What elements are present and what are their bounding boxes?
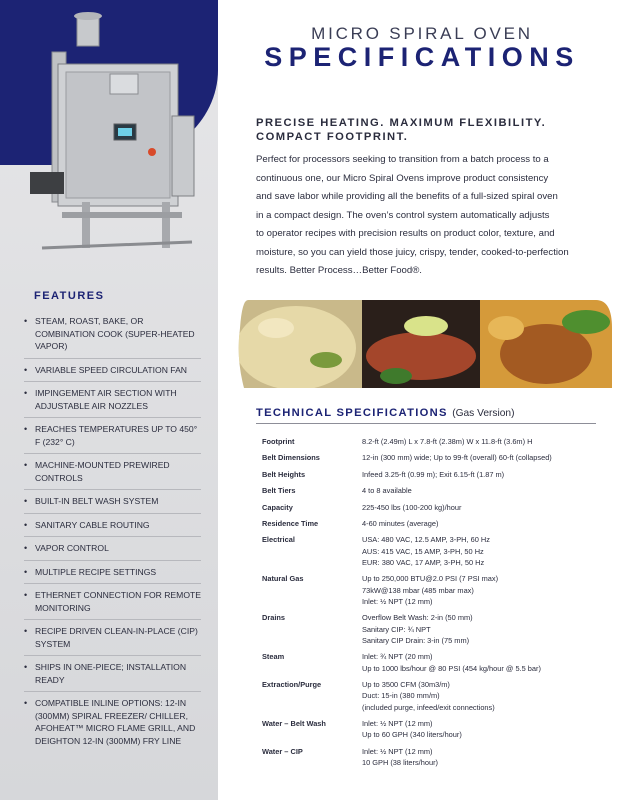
spec-value [362, 651, 598, 674]
spec-value-line: AUS: 415 VAC, 15 AMP, 3-PH, 50 Hz [362, 546, 484, 556]
feature-item: • BUILT-IN BELT WASH SYSTEM [24, 490, 201, 514]
intro-line: to operator recipes with precision results on product color, texture, and [256, 228, 555, 239]
feature-item: • SANITARY CABLE ROUTING [24, 514, 201, 538]
spec-value-line: 225-450 lbs (100-200 kg)/hour [362, 502, 462, 512]
spec-label: Footprint [262, 437, 295, 446]
spec-value-line: 10 GPH (38 liters/hour) [362, 757, 438, 767]
tech-specs-heading [256, 407, 514, 419]
spec-value-line: Inlet: ½ NPT (12 mm) [362, 718, 433, 728]
spec-value [362, 436, 598, 447]
headline-line: COMPACT FOOTPRINT. [256, 131, 409, 143]
spec-value-line: EUR: 380 VAC, 17 AMP, 3-PH, 50 Hz [362, 557, 485, 567]
feature-item: • VAPOR CONTROL [24, 537, 201, 561]
spec-value-line: USA: 480 VAC, 12.5 AMP, 3-PH, 60 Hz [362, 535, 490, 545]
spec-row [262, 573, 598, 607]
spec-label: Water – CIP [262, 746, 303, 756]
feature-item: • IMPINGEMENT AIR SECTION WITH ADJUSTABLE AIR NOZZLES [24, 382, 201, 418]
food-photo-strip [236, 298, 614, 390]
headline-line: PRECISE HEATING. MAXIMUM FLEXIBILITY. [256, 117, 547, 129]
spec-value-line: Inlet: ½ NPT (12 mm) [362, 596, 433, 606]
feature-item: • RECIPE DRIVEN CLEAN-IN-PLACE (CIP) SYSTEM [24, 620, 201, 656]
spec-value [362, 452, 598, 463]
intro-line: in a compact design. The oven’s control system automatically adjusts [256, 209, 550, 221]
feature-item: • MACHINE-MOUNTED PREWIRED CONTROLS [24, 454, 201, 490]
spec-row [262, 452, 598, 463]
spec-value-line: Up to 3500 CFM (30m3/m) [362, 679, 450, 689]
feature-item: • SHIPS IN ONE-PIECE; INSTALLATION READY [24, 656, 201, 692]
oven-machine-photo [22, 12, 202, 260]
spec-label: Belt Heights [262, 469, 306, 479]
spec-row [262, 679, 598, 713]
feature-item: • COMPATIBLE INLINE OPTIONS: 12-IN (300MM) SPIRAL FREEZER/ CHILLER, AFOHEAT™ MICRO FLAME GRILL, AND DEIGHTON 12-IN (300MM) FRY LINE [24, 692, 201, 752]
tech-specs-subtitle: (Gas Version) [452, 408, 515, 419]
feature-item: • REACHES TEMPERATURES UP TO 450° F (232° C) [24, 418, 201, 454]
spec-value [362, 502, 598, 513]
features-list [24, 310, 201, 752]
document-subtitle: MICRO SPIRAL OVEN [311, 24, 533, 43]
spec-row [262, 718, 598, 741]
spec-row [262, 485, 598, 496]
spec-label: Capacity [262, 502, 293, 512]
spec-value-line: Duct: 15-in (380 mm/m) [362, 691, 440, 701]
spec-row [262, 469, 598, 480]
spec-value-line: Inlet: ¾ NPT (20 mm) [362, 652, 433, 662]
spec-row [262, 651, 598, 674]
intro-line: moisture, so you can yield those juicy, crispy, tender, cooked-to-perfection [256, 246, 569, 258]
spec-value-line: Sanitary CIP: ¾ NPT [362, 624, 431, 634]
spec-value-line: Infeed 3.25-ft (0.99 m); Exit 6.15-ft (1.87 m) [362, 469, 505, 479]
feature-item: • VARIABLE SPEED CIRCULATION FAN [24, 359, 201, 383]
divider [256, 423, 596, 424]
spec-row [262, 436, 598, 447]
spec-value-line: Overflow Belt Wash: 2-in (50 mm) [362, 613, 473, 623]
spec-value-line: 8.2-ft (2.49m) L x 7.8-ft (2.38m) W x 11.8-ft (3.6m) H [362, 437, 533, 446]
headline [256, 116, 576, 144]
specs-table [262, 436, 598, 773]
spec-label: Drains [262, 613, 286, 623]
spec-value-line: 4 to 8 available [362, 486, 412, 496]
features-heading: FEATURES [34, 290, 105, 302]
spec-row [262, 502, 598, 513]
spec-value-line: Up to 250,000 BTU@2.0 PSI (7 PSI max) [362, 574, 499, 584]
spec-label: Water – Belt Wash [262, 718, 326, 728]
intro-line: Perfect for processors seeking to transition from a batch process to a [256, 154, 549, 165]
spec-value-line: Sanitary CIP Drain: 3-in (75 mm) [362, 635, 470, 645]
spec-label: Natural Gas [262, 574, 304, 584]
spec-label: Steam [262, 652, 285, 662]
tech-specs-title: TECHNICAL SPECIFICATIONS [256, 407, 448, 419]
spec-label: Belt Tiers [262, 486, 296, 496]
spec-value-line: 12-in (300 mm) wide; Up to 99-ft (overall) 60-ft (collapsed) [362, 453, 552, 463]
spec-value [362, 485, 598, 496]
intro-paragraph [256, 151, 596, 281]
spec-label: Electrical [262, 535, 295, 545]
spec-value [362, 679, 598, 713]
intro-line: and save labor while providing all the benefits of a full-sized spiral oven [256, 191, 558, 202]
spec-value-line: Up to 1000 lbs/hour @ 80 PSI (454 kg/hour @ 5.5 bar) [362, 663, 541, 673]
document-title: SPECIFICATIONS [264, 42, 580, 72]
spec-value [362, 518, 598, 529]
spec-value [362, 612, 598, 646]
spec-label: Residence Time [262, 518, 319, 528]
feature-item: • STEAM, ROAST, BAKE, OR COMBINATION COOK (SUPER-HEATED VAPOR) [24, 310, 201, 359]
spec-value-line: Inlet: ½ NPT (12 mm) [362, 746, 433, 756]
spec-value-line: 73kW@138 mbar (485 mbar max) [362, 585, 474, 595]
intro-line: results. Better Process…Better Food®. [256, 265, 422, 276]
spec-value-line: (included purge, infeed/exit connections) [362, 702, 495, 712]
feature-item: • MULTIPLE RECIPE SETTINGS [24, 561, 201, 585]
spec-value [362, 573, 598, 607]
intro-line: continuous one, our Micro Spiral Ovens improve product consistency [256, 172, 549, 184]
spec-value [362, 746, 598, 769]
spec-row [262, 518, 598, 529]
spec-label: Belt Dimensions [262, 453, 320, 463]
spec-row [262, 612, 598, 646]
spec-value [362, 469, 598, 480]
spec-row [262, 534, 598, 568]
spec-row [262, 746, 598, 769]
feature-item: • ETHERNET CONNECTION FOR REMOTE MONITORING [24, 584, 201, 620]
spec-value-line: 4-60 minutes (average) [362, 518, 439, 528]
spec-value [362, 718, 598, 741]
spec-label: Extraction/Purge [262, 679, 322, 689]
spec-value [362, 534, 598, 568]
spec-value-line: Up to 60 GPH (340 liters/hour) [362, 730, 462, 740]
